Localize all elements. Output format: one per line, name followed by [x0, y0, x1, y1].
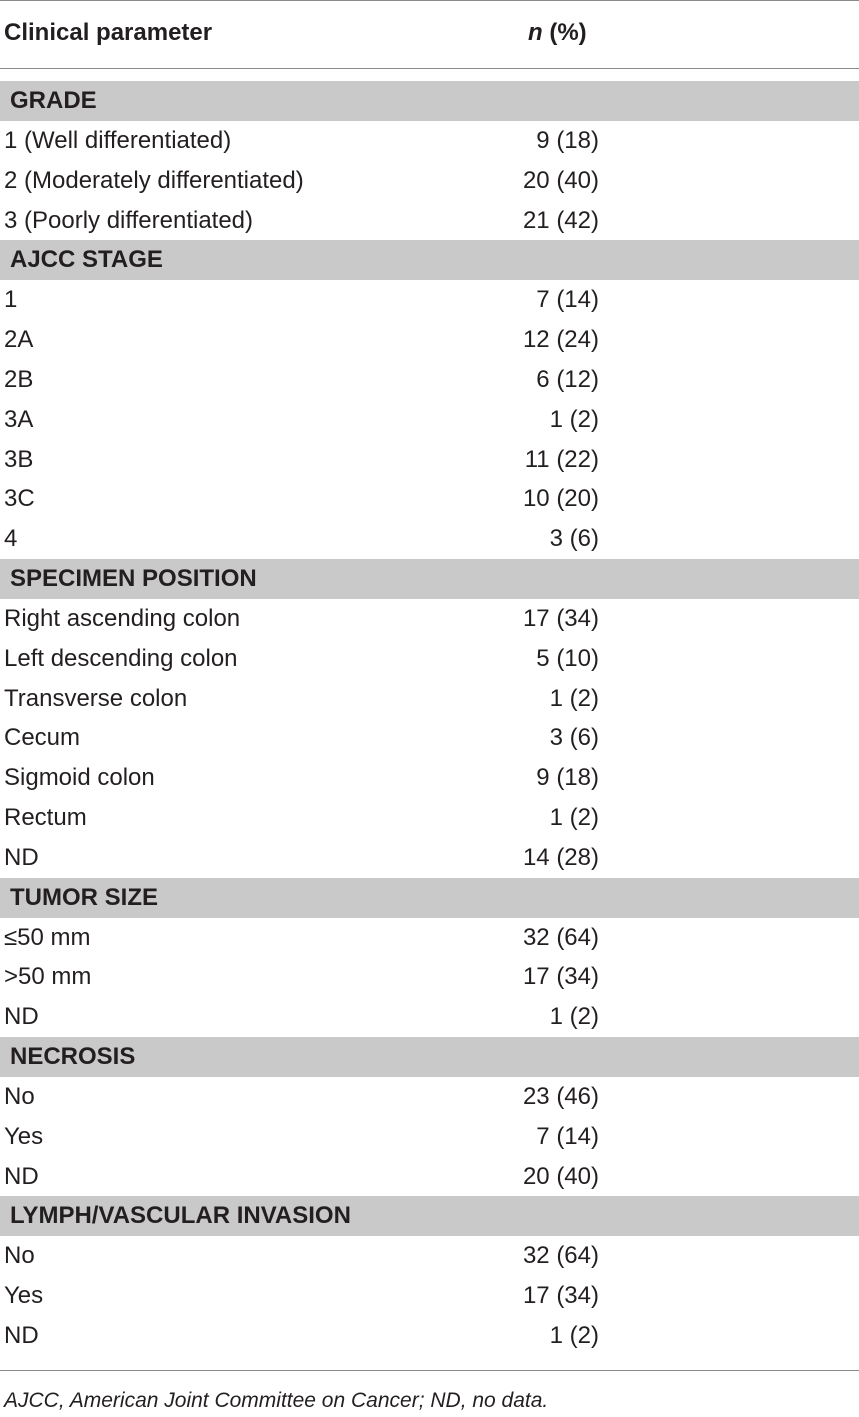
section-header: TUMOR SIZE	[0, 878, 859, 918]
row-value: 1 (2)	[549, 803, 599, 831]
row-label: 3B	[4, 445, 34, 473]
column-header-percent: (%)	[542, 19, 587, 46]
table-row	[0, 957, 859, 997]
row-label: 3 (Poorly differentiated)	[4, 206, 254, 234]
row-label: No	[4, 1242, 35, 1270]
row-label: Cecum	[4, 724, 81, 752]
table-top-rule	[0, 0, 859, 1]
row-value: 1 (2)	[549, 405, 599, 433]
row-label: Sigmoid colon	[4, 764, 155, 792]
row-label: Yes	[4, 1122, 44, 1150]
row-value: 11 (22)	[524, 445, 599, 473]
table-row	[0, 1276, 859, 1316]
table-row	[0, 639, 859, 679]
section-header: AJCC STAGE	[0, 240, 859, 280]
table-row	[0, 599, 859, 639]
column-header-n: n	[528, 19, 543, 46]
row-label: Yes	[4, 1282, 44, 1310]
table-row	[0, 479, 859, 519]
row-label: 2 (Moderately differentiated)	[4, 166, 304, 194]
table-row	[0, 320, 859, 360]
row-label: Transverse colon	[4, 684, 188, 712]
row-value: 14 (28)	[522, 843, 599, 871]
row-label: No	[4, 1082, 35, 1110]
row-label: 2A	[4, 326, 34, 354]
row-value: 32 (64)	[522, 1242, 599, 1270]
row-value: 32 (64)	[522, 923, 599, 951]
row-value: 1 (2)	[549, 1003, 599, 1031]
table-row	[0, 360, 859, 400]
row-value: 7 (14)	[536, 1122, 599, 1150]
table-row	[0, 997, 859, 1037]
table-row	[0, 1316, 859, 1356]
row-value: 1 (2)	[549, 1321, 599, 1349]
section-header: GRADE	[0, 81, 859, 121]
row-value: 3 (6)	[549, 525, 599, 553]
row-label: 1 (Well differentiated)	[4, 127, 232, 154]
table-bottom-rule	[0, 1370, 859, 1371]
table-footnote: AJCC, American Joint Committee on Cancer; ND, no data.	[4, 1389, 549, 1412]
row-label: 3C	[4, 485, 35, 513]
row-value: 7 (14)	[536, 286, 599, 314]
row-value: 9 (18)	[536, 764, 599, 792]
row-value: 17 (34)	[522, 1282, 599, 1310]
table-row	[0, 758, 859, 798]
row-label: Right ascending colon	[4, 604, 241, 632]
row-value: 6 (12)	[536, 365, 599, 393]
row-value: 17 (34)	[522, 963, 599, 991]
table-row	[0, 718, 859, 758]
row-label: 2B	[4, 365, 34, 393]
row-label: ND	[4, 843, 39, 871]
table-row	[0, 1157, 859, 1197]
table-body	[0, 81, 859, 1356]
row-value: 20 (40)	[522, 1162, 599, 1190]
table-row	[0, 400, 859, 440]
section-header: LYMPH/VASCULAR INVASION	[0, 1196, 859, 1236]
row-label: 4	[4, 525, 18, 553]
header-divider-rule	[0, 68, 859, 69]
table-row	[0, 1077, 859, 1117]
table-header-row	[0, 12, 859, 54]
table-row	[0, 161, 859, 201]
table-row	[0, 798, 859, 838]
table-row	[0, 1117, 859, 1157]
section-header: NECROSIS	[0, 1037, 859, 1077]
row-label: >50 mm	[4, 963, 92, 991]
row-label: 1	[4, 286, 18, 314]
table-row	[0, 918, 859, 958]
row-value: 23 (46)	[522, 1082, 599, 1110]
row-value: 1 (2)	[549, 684, 599, 712]
table-row	[0, 440, 859, 480]
table-row	[0, 519, 859, 559]
row-label: ND	[4, 1162, 39, 1190]
table-row	[0, 201, 859, 241]
row-value: 12 (24)	[522, 326, 599, 354]
row-value: 9 (18)	[536, 127, 599, 154]
row-value: 20 (40)	[522, 166, 599, 194]
table-row	[0, 1236, 859, 1276]
column-header-n-percent	[528, 12, 587, 54]
row-label: ≤50 mm	[4, 923, 91, 951]
row-value: 10 (20)	[522, 485, 599, 513]
table-row	[0, 121, 859, 161]
table-row	[0, 838, 859, 878]
row-label: Rectum	[4, 803, 87, 831]
row-label: 3A	[4, 405, 34, 433]
table-row	[0, 679, 859, 719]
row-label: Left descending colon	[4, 644, 238, 672]
row-value: 3 (6)	[549, 724, 599, 752]
row-value: 21 (42)	[522, 206, 599, 234]
row-value: 17 (34)	[522, 604, 599, 632]
row-label: ND	[4, 1321, 39, 1349]
column-header-clinical-parameter: Clinical parameter	[4, 19, 213, 46]
row-value: 5 (10)	[536, 644, 599, 672]
section-header: SPECIMEN POSITION	[0, 559, 859, 599]
row-label: ND	[4, 1003, 39, 1031]
table-row	[0, 280, 859, 320]
